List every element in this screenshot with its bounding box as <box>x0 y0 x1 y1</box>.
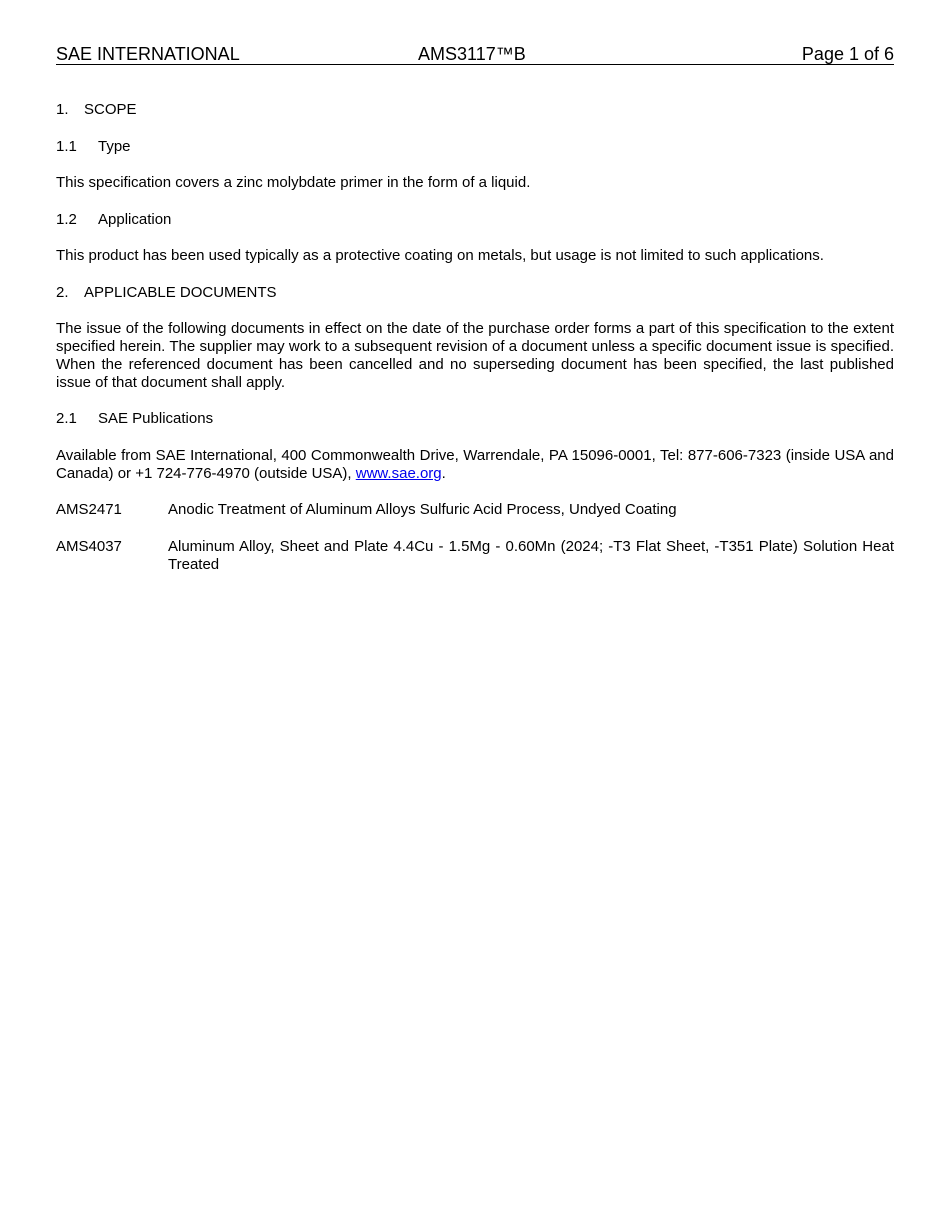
section-title: APPLICABLE DOCUMENTS <box>84 284 277 301</box>
section-2-paragraph: The issue of the following documents in effect on the date of the purchase order forms a part of this specification to the extent specified herein. The supplier may work to a subsequent revision of a document unless a specific document issue is specified. When the referenced document has been cancelled and no superseding document has been specified, the last published issue of that document shall apply. <box>56 320 894 391</box>
header-organization: SAE INTERNATIONAL <box>56 44 240 64</box>
section-title: SAE Publications <box>98 410 214 427</box>
section-1-2-paragraph: This product has been used typically as a protective coating on metals, but usage is not limited to such applications. <box>56 247 824 264</box>
section-number: 2. <box>56 284 69 301</box>
section-1-1-heading <box>56 138 131 156</box>
reference-entry <box>56 538 894 574</box>
availability-text-end: . <box>441 465 446 482</box>
section-2-heading <box>56 284 277 302</box>
reference-entry <box>56 501 894 519</box>
reference-code: AMS2471 <box>56 501 122 518</box>
header-page-number: Page 1 of 6 <box>801 44 894 64</box>
reference-description: Aluminum Alloy, Sheet and Plate 4.4Cu - 1.5Mg - 0.60Mn (2024; -T3 Flat Sheet, -T351 Plate) Solution Heat Treated <box>168 538 894 573</box>
section-title: Type <box>98 138 131 155</box>
section-1-2-heading <box>56 211 172 229</box>
section-1-heading <box>56 101 137 119</box>
section-number: 1.1 <box>56 138 77 155</box>
sae-website-link[interactable]: www.sae.org <box>355 465 442 482</box>
section-1-1-paragraph: This specification covers a zinc molybdate primer in the form of a liquid. <box>56 174 531 191</box>
section-title: SCOPE <box>84 101 137 118</box>
header-document-number: AMS3117™B <box>418 44 526 64</box>
availability-text: Available from SAE International, 400 Commonwealth Drive, Warrendale, PA 15096-0001, Tel: 877-606-7323 (inside USA and Canada) or +1 724-776-4970 (outside USA), <box>56 447 894 482</box>
section-number: 2.1 <box>56 410 77 427</box>
page-header <box>56 44 894 65</box>
reference-code: AMS4037 <box>56 538 122 555</box>
section-2-1-heading <box>56 410 214 428</box>
section-2-1-paragraph <box>56 447 894 483</box>
section-number: 1. <box>56 101 69 118</box>
section-title: Application <box>98 211 172 228</box>
reference-description: Anodic Treatment of Aluminum Alloys Sulfuric Acid Process, Undyed Coating <box>168 501 677 518</box>
section-number: 1.2 <box>56 211 77 228</box>
